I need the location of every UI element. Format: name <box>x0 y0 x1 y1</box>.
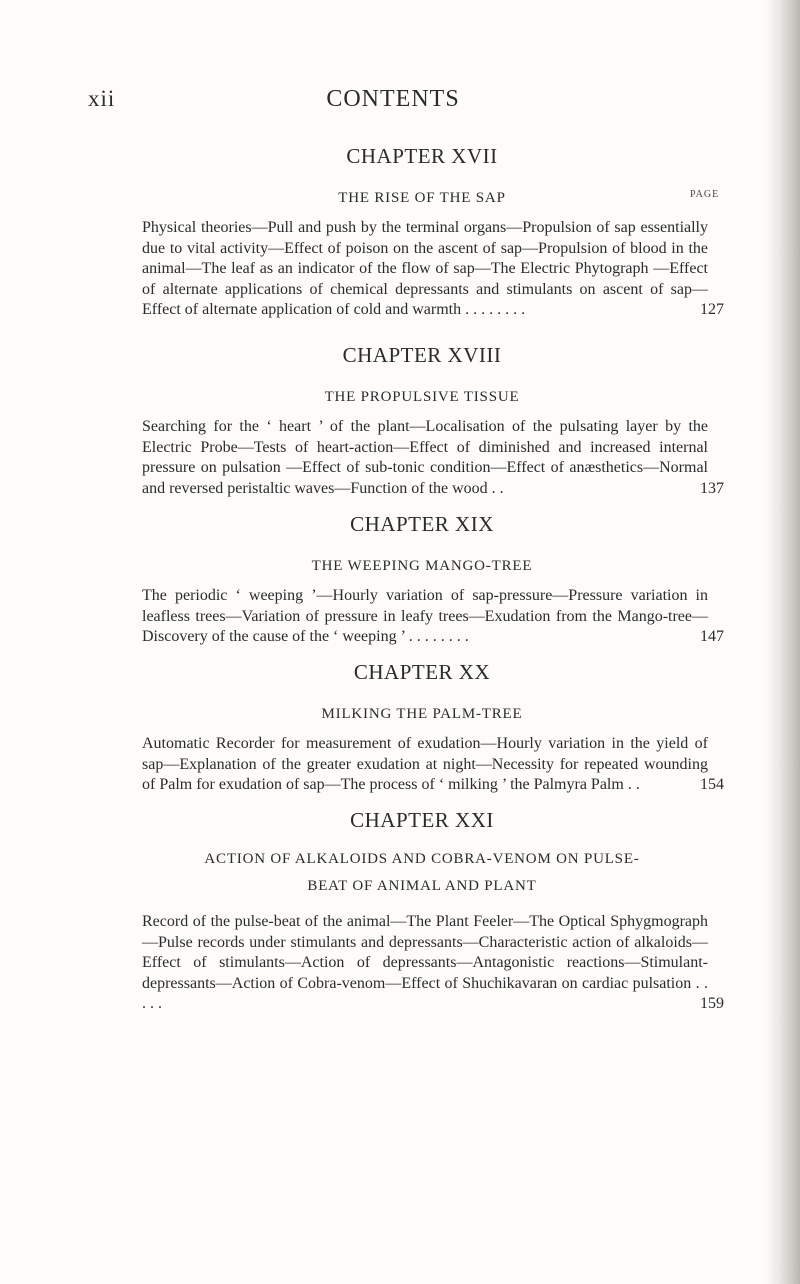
chapter-page-ref: 159 <box>700 995 724 1012</box>
chapter-subtitle: ACTION OF ALKALOIDS AND COBRA-VENOM ON PULSE-BEAT OF ANIMAL AND PLANT <box>204 851 640 894</box>
chapter-subtitle: THE RISE OF THE SAP <box>338 190 506 206</box>
chapter-page-ref: 154 <box>700 776 724 793</box>
chapter-title: CHAPTER XX <box>353 660 491 684</box>
chapter-summary-text: The periodic ‘ weeping ’—Hourly variation of sap-pressure—Pressure variation in leafless trees—Variation of pressure in leafy trees—Exudation from the Mango-tree—Discovery of the cause of the ‘ weeping ’ . . . . . . . . <box>142 587 708 645</box>
chapter-entry <box>142 512 724 648</box>
chapter-subtitle: THE PROPULSIVE TISSUE <box>324 389 520 405</box>
chapter-entry <box>142 808 724 1015</box>
chapter-entry <box>142 660 724 796</box>
chapter-summary-text: Record of the pulse-beat of the animal—The Plant Feeler—The Optical Sphygmograph—Pulse records under stimulants and depressants—Characteristic action of alkaloids—Effect of stimulants—Action of depressants—Antagonistic reactions—Stimulant-depressants—Action of Cobra-venom—Effect of Shuchikavaran on cardiac pulsation . . . . . <box>142 913 708 1012</box>
chapter-entry <box>142 343 724 499</box>
chapter-summary <box>142 586 724 648</box>
chapter-summary <box>142 912 724 1015</box>
page-column-label: PAGE <box>690 189 720 200</box>
chapter-title: CHAPTER XVII <box>346 144 498 168</box>
chapter-summary <box>142 417 724 499</box>
chapter-title: CHAPTER XIX <box>350 512 494 536</box>
chapter-subtitle: THE WEEPING MANGO-TREE <box>311 558 533 574</box>
chapter-summary-text: Physical theories—Pull and push by the terminal organs—Propulsion of sap essentially due to vital activity—Effect of poison on the ascent of sap—Propulsion of blood in the animal—The leaf as an indicator of the flow of sap—The Electric Phytograph —Effect of alternate applications of chemical depressants and stimulants on ascent of sap—Effect of alternate application of cold and warmth . . . . . . . . <box>142 219 708 318</box>
chapter-page-ref: 127 <box>700 301 724 318</box>
chapter-summary <box>142 218 724 321</box>
page-number: xii <box>88 86 116 111</box>
chapter-page-ref: 147 <box>700 628 724 645</box>
chapter-subtitle: MILKING THE PALM-TREE <box>321 706 523 722</box>
running-head: CONTENTS <box>326 86 460 112</box>
chapter-title: CHAPTER XXI <box>350 808 494 832</box>
chapter-summary-text: Searching for the ‘ heart ’ of the plant—Localisation of the pulsating layer by the Electric Probe—Tests of heart-action—Effect of diminished and increased internal pressure on pulsation —Effect of sub-tonic condition—Effect of anæsthetics—Normal and reversed peristaltic waves—Function of the wood . . <box>142 418 708 497</box>
chapter-page-ref: 137 <box>700 479 724 497</box>
chapter-summary-text: Automatic Recorder for measurement of exudation—Hourly variation in the yield of sap—Explanation of the greater exudation at night—Necessity for repeated wounding of Palm for exudation of sap—The process of ‘ milking ’ the Palmyra Palm . . <box>142 735 708 793</box>
chapter-title: CHAPTER XVIII <box>342 343 502 367</box>
chapter-summary <box>142 734 724 796</box>
page-header <box>88 86 698 122</box>
page-edge-shadow <box>766 0 800 1284</box>
chapter-entry <box>142 144 724 321</box>
